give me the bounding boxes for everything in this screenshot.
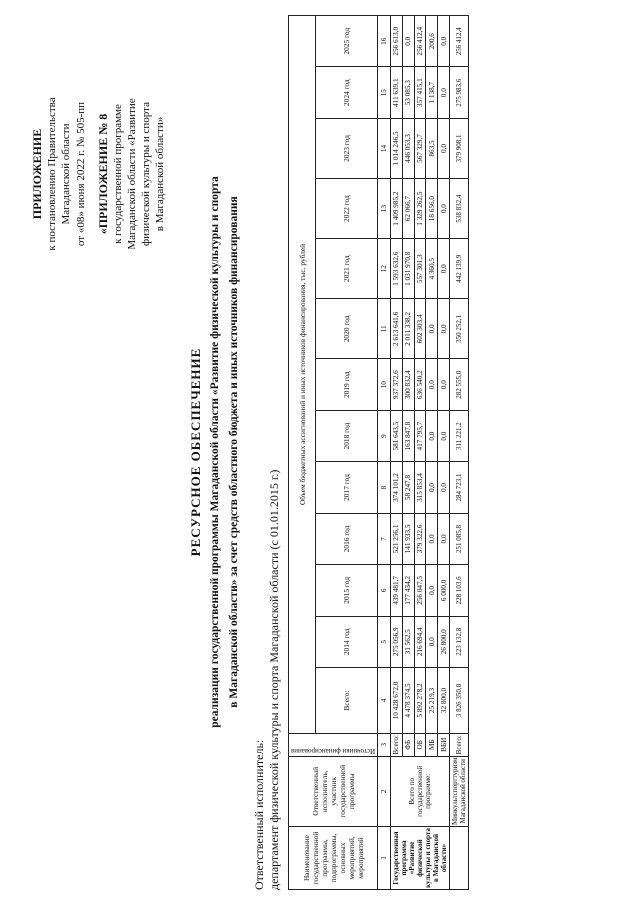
column-number: 14 [378,118,391,178]
value-cell: 0,0 [402,16,414,67]
header-year: 2019 год [316,359,378,410]
rotated-content [20,12,620,892]
value-cell: 538 832,4 [450,179,469,239]
header-source: Источники финансирования [289,733,378,756]
header-year: 2024 год [316,67,378,118]
header-year: 2017 год [316,462,378,513]
table-row [391,16,403,890]
total-cell: 4 478 374,5 [402,668,414,734]
header-year: 2025 год [316,16,378,67]
value-cell: 439 481,7 [391,565,403,616]
value-cell: 636 540,2 [414,359,426,410]
value-cell: 315 853,4 [414,462,426,513]
appendix-block [30,24,167,324]
header-total: Всего: [316,668,378,734]
value-cell: 141 933,5 [402,513,414,564]
value-cell: 1 138,7 [426,67,438,118]
executor-name-cell: Минкультспорттуризм Магаданской области [451,757,467,825]
column-number: 7 [378,513,391,564]
total-cell: 3 826 350,0 [450,668,469,734]
value-cell: 379 908,1 [450,118,469,178]
value-cell: 0,0 [438,16,450,67]
value-cell: 6 000,0 [438,565,450,616]
value-cell: 567 329,7 [414,118,426,178]
value-cell: 53 085,3 [402,67,414,118]
appendix-heading: ПРИЛОЖЕНИЕ [30,128,44,220]
value-cell: 1 031 970,8 [402,239,414,299]
value-cell: 0,0 [426,513,438,564]
value-cell: 2 613 641,6 [391,299,403,359]
header-year: 2014 год [316,616,378,667]
title-block [188,12,242,892]
value-cell: 300 832,4 [402,359,414,410]
program-executor-cell: Всего по государственной программе: [391,756,450,826]
executor-name: департамент физической культуры и спорта Магаданской области (с 01.01.2015 г.) [267,469,281,890]
value-cell: 284 723,1 [450,462,469,513]
total-cell: 5 892 278,2 [414,668,426,734]
value-cell: 0,0 [438,118,450,178]
value-cell: 417 795,7 [414,410,426,461]
source-cell: ВБИ [438,733,450,756]
appendix-line: физической культуры и спорта [140,102,153,246]
value-cell: 256 047,5 [414,565,426,616]
value-cell: 0,0 [426,616,438,667]
value-cell: 1 014 246,5 [391,118,403,178]
value-cell: 223 132,8 [450,616,469,667]
title-line: в Магаданской области» за счет средств областного бюджета и иных источников финансирования [227,196,240,708]
appendix-number: «ПРИЛОЖЕНИЕ № 8 [95,113,110,235]
column-number: 8 [378,462,391,513]
value-cell: 275 056,9 [391,616,403,667]
column-number: 15 [378,67,391,118]
column-number: 12 [378,239,391,299]
header-year: 2018 год [316,410,378,461]
value-cell: 1 409 985,2 [391,179,403,239]
value-cell: 557 301,3 [414,239,426,299]
document-title: РЕСУРСНОЕ ОБЕСПЕЧЕНИЕ [188,347,203,557]
value-cell: 31 562,5 [402,616,414,667]
value-cell: 0,0 [438,513,450,564]
total-cell: 32 800,0 [438,668,450,734]
value-cell: 0,0 [438,67,450,118]
value-cell: 62 066,7 [402,179,414,239]
value-cell: 374 101,2 [391,462,403,513]
value-cell: 200,6 [426,16,438,67]
value-cell: 442 139,9 [450,239,469,299]
column-number: 6 [378,565,391,616]
value-cell: 0,0 [438,179,450,239]
value-cell: 1 593 632,6 [391,239,403,299]
value-cell: 0,0 [438,462,450,513]
value-cell: 4 360,5 [426,239,438,299]
value-cell: 0,0 [426,359,438,410]
value-cell: 282 555,0 [450,359,469,410]
value-cell: 163 847,8 [402,410,414,461]
value-cell: 0,0 [426,299,438,359]
value-cell: 521 256,1 [391,513,403,564]
header-executor: Ответственный исполнитель, участник государственной программы [289,756,378,826]
column-number: 5 [378,616,391,667]
value-cell: 0,0 [438,359,450,410]
appendix-line: к постановлению Правительства [46,97,59,251]
header-group: Объем бюджетных ассигнований и иных источников финансирования, тыс. рублей [289,16,316,734]
appendix-line: к государственной программе [111,104,124,244]
program-name-cell: Государственная программа «Развитие физической культуры и спорта в Магаданской области» [392,828,448,888]
value-cell: 311 221,2 [450,410,469,461]
source-cell: Всего: [392,734,401,755]
column-number: 16 [378,16,391,67]
source-cell: Всего: [450,733,469,756]
value-cell: 1 329 262,5 [414,179,426,239]
source-cell: МБ [426,733,438,756]
value-cell: 0,0 [426,565,438,616]
value-cell: 256 412,4 [414,16,426,67]
header-year: 2015 год [316,565,378,616]
executor-label: Ответственный исполнитель: [252,739,266,890]
value-cell: 937 372,6 [391,359,403,410]
value-cell: 379 322,6 [414,513,426,564]
appendix-date: от «08» июня 2022 г. № 505-пп [74,101,87,247]
value-cell: 411 639,1 [391,67,403,118]
column-number: 9 [378,410,391,461]
value-cell: 863,5 [426,118,438,178]
title-line: реализации государственной программы Магаданской области «Развитие физической культуры и спорта [209,176,221,728]
source-cell: ФБ [402,733,414,756]
column-number: 4 [378,668,391,734]
value-cell: 0,0 [426,410,438,461]
header-year: 2022 год [316,179,378,239]
appendix-line: Магаданской области «Развитие [126,98,139,250]
value-cell: 357 415,1 [414,67,426,118]
value-cell: 177 434,2 [402,565,414,616]
value-cell: 18 656,0 [426,179,438,239]
header-year: 2023 год [316,118,378,178]
column-number: 10 [378,359,391,410]
value-cell: 251 085,8 [450,513,469,564]
funding-table [288,15,469,890]
value-cell: 228 103,6 [450,565,469,616]
header-program: Наименование государственной программы, подпрограммы, основных мероприятий, мероприятий [289,827,378,890]
value-cell: 0,0 [426,462,438,513]
column-number: 11 [378,299,391,359]
value-cell: 0,0 [438,239,450,299]
header-year: 2020 год [316,299,378,359]
value-cell: 256 613,0 [391,16,403,67]
value-cell: 256 412,4 [450,16,469,67]
total-cell: 10 428 672,0 [391,668,403,734]
value-cell: 58 247,8 [402,462,414,513]
value-cell: 446 053,3 [402,118,414,178]
executor-block [252,470,282,890]
value-cell: 602 303,4 [414,299,426,359]
column-number: 13 [378,179,391,239]
value-cell: 0,0 [438,410,450,461]
appendix-line: в Магаданской области» [154,116,167,232]
value-cell: 275 983,6 [450,67,469,118]
column-number: 1 [378,827,391,890]
value-cell: 350 252,1 [450,299,469,359]
column-number: 3 [378,733,391,756]
source-cell: ОБ [414,733,426,756]
header-year: 2016 год [316,513,378,564]
value-cell: 2 011 338,2 [402,299,414,359]
value-cell: 216 694,4 [414,616,426,667]
value-cell: 26 800,0 [438,616,450,667]
value-cell: 581 643,5 [391,410,403,461]
table-row [450,16,469,890]
column-number: 2 [378,756,391,826]
header-year: 2021 год [316,239,378,299]
total-cell: 25 219,3 [426,668,438,734]
appendix-line: Магаданской области [60,123,73,225]
value-cell: 0,0 [438,299,450,359]
program-name-cell [450,827,469,890]
